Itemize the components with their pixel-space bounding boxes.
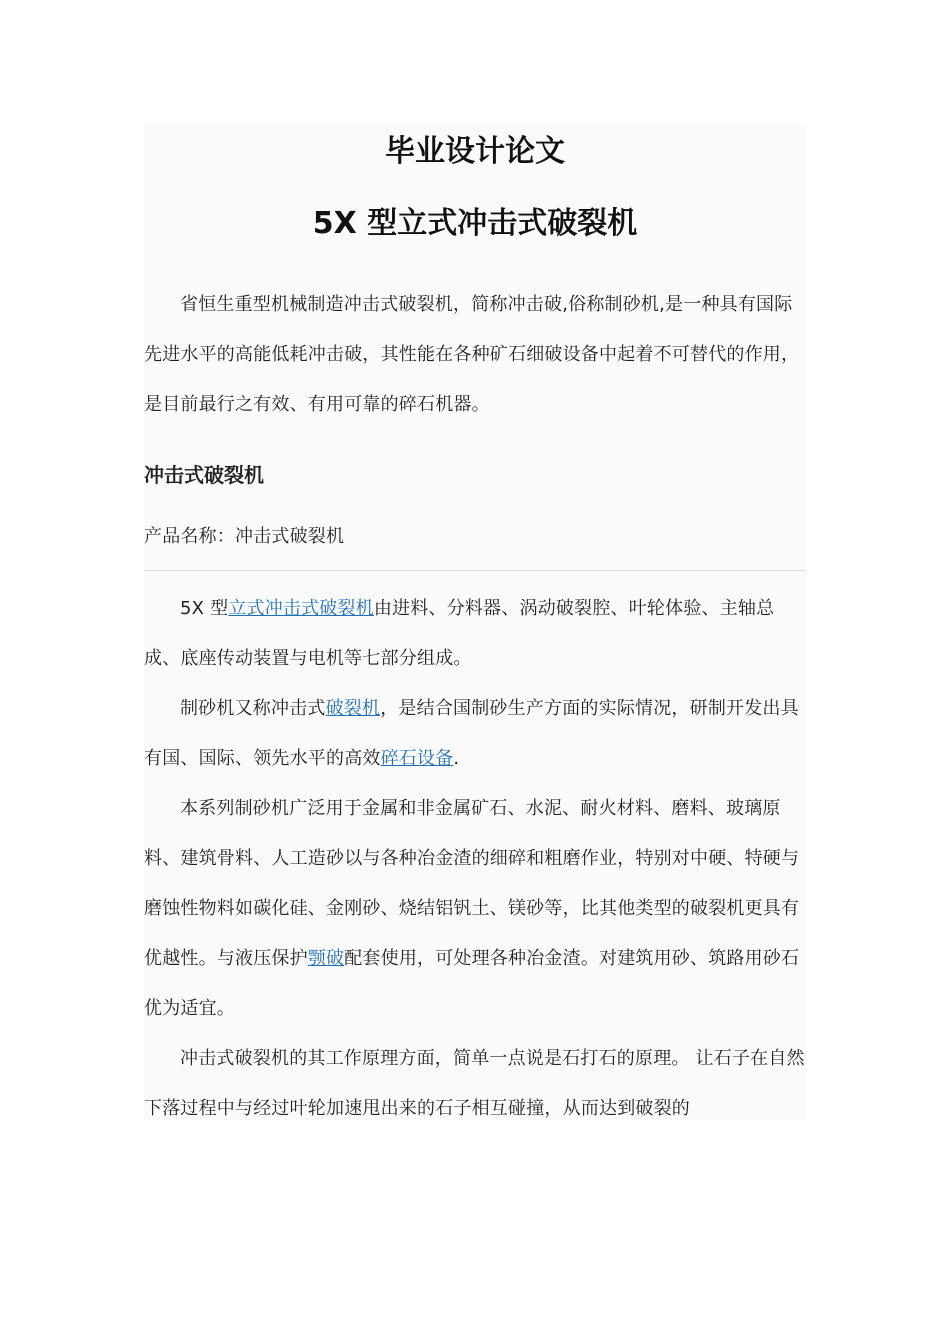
paragraph-text: ，是结合国制砂生产方面的实际情况，研制开发出具有国、国际、领先水平的高效 xyxy=(144,698,799,769)
link-crushing-equipment[interactable]: 碎石设备 xyxy=(380,748,454,769)
section-heading: 冲击式破裂机 xyxy=(144,463,264,487)
paragraph-text: 由进料、分料器、涡动破裂腔、叶轮体验、主轴总成、底座传动装置与电机等七部分组成。 xyxy=(144,598,775,669)
paragraph-text: 制砂机又称冲击式 xyxy=(180,698,326,719)
paragraph-sand-maker xyxy=(144,684,806,784)
paragraph-text: . xyxy=(453,748,460,769)
link-crusher[interactable]: 破裂机 xyxy=(325,698,381,719)
paragraph-text: 5X 型 xyxy=(180,598,229,619)
paragraph-text: 本系列制砂机广泛用于金属和非金属矿石、水泥、耐火材料、磨料、玻璃原料、建筑骨料、人工造砂以与各种冶金渣的细碎和粗磨作业，特别对中硬、特硬与磨蚀性物料如碳化硅、金刚砂、烧结铝钒土、镁砂等，比其他类型的破裂机更具有优越性。与液压保护 xyxy=(144,798,800,969)
paragraph-applications xyxy=(144,784,806,1034)
document-title: 毕业设计论文 xyxy=(385,134,565,169)
divider xyxy=(144,570,806,571)
paragraph-working-principle: 冲击式破裂机的其工作原理方面，简单一点说是石打石的原理。 让石子在自然下落过程中与经过叶轮加速甩出来的石子相互碰撞，从而达到破裂的 xyxy=(144,1048,805,1119)
intro-paragraph: 省恒生重型机械制造冲击式破裂机，简称冲击破,俗称制砂机,是一种具有国际先进水平的高能低耗冲击破，其性能在各种矿石细破设备中起着不可替代的作用，是目前最行之有效、有用可靠的碎石机器。 xyxy=(144,294,800,415)
document-page xyxy=(144,124,806,1120)
paragraph-components xyxy=(144,584,806,684)
paragraph-text: 配套使用，可处理各种冶金渣。对建筑用砂、筑路用砂石优为适宜。 xyxy=(144,948,800,1019)
link-vertical-impact-crusher[interactable]: 立式冲击式破裂机 xyxy=(228,598,374,619)
product-name-line: 产品名称：冲击式破裂机 xyxy=(144,526,345,547)
link-jaw-crusher[interactable]: 颚破 xyxy=(307,948,345,969)
document-subtitle: 5X 型立式冲击式破裂机 xyxy=(312,206,638,241)
